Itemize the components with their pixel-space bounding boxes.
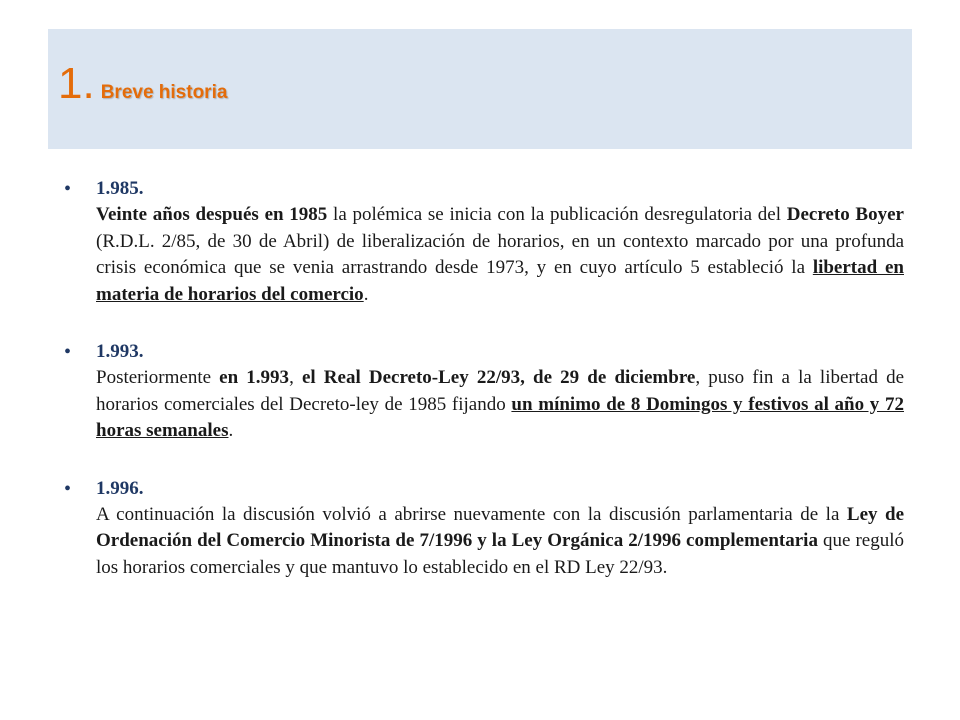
text-segment: Decreto Boyer [786,204,904,225]
bullet-icon: • [64,341,72,363]
list-item [64,339,904,445]
title-text: Breve historia [100,82,228,103]
text-segment: Veinte años después en 1985 [96,204,328,225]
text-segment: Posteriormente [96,367,220,388]
text-segment: la polémica se inicia con la publicación desregulatoria del [327,204,787,225]
title-number: 1. [58,59,95,108]
item-year: 1.985. [96,178,144,199]
bullet-icon: • [64,477,72,500]
item-body [96,365,904,445]
text-segment: un mínimo de 8 Domingos y festivos al año y 72 horas semanales [96,393,904,441]
text-segment: que reguló los horarios comerciales y que mantuvo lo establecido en el RD Ley 22/93. [96,530,904,578]
text-segment: libertad en materia de horarios del comercio [96,257,904,305]
text-segment: (R.D.L. 2/85, de 30 de Abril) de liberalización de horarios, en un contexto marcado por una profunda crisis económica que se venia arrastrando desde 1973, y en cuyo artículo 5 estableció la [96,230,904,278]
page-title [58,59,228,108]
item-body [96,502,904,582]
text-segment: , [289,367,302,388]
bullet-icon: • [64,178,72,200]
text-segment: . [363,283,369,305]
text-segment: , puso fin a la libertad de horarios comerciales del Decreto-ley de 1985 fijando [96,367,905,415]
item-year: 1.996. [96,477,144,499]
text-segment: A continuación la discusión volvió a abrirse nuevamente con la discusión parlamentaria de la [96,503,847,525]
text-segment: . [228,420,234,441]
list-item [64,176,904,308]
list-item [64,476,904,582]
text-segment: Ley de Ordenación del Comercio Minorista de 7/1996 y la Ley Orgánica 2/1996 complementaria [96,503,905,551]
item-body [96,202,904,308]
history-list [64,176,904,612]
item-year: 1.993. [96,341,144,362]
text-segment: el Real Decreto-Ley 22/93, de 29 de diciembre [301,367,696,388]
text-segment: en 1.993 [219,367,290,388]
